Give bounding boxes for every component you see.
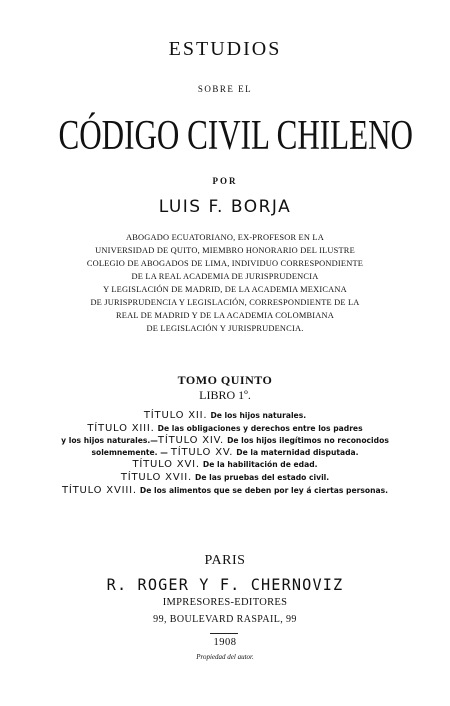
titulo-description: De la habilitación de edad. [202, 460, 318, 469]
titulo-description: De las pruebas del estado civil. [195, 473, 330, 482]
titulo-description: De las obligaciones y derechos entre los padres [157, 424, 363, 433]
author-name: LUIS F. BORJA [158, 197, 292, 217]
main-title: CÓDIGO CIVIL CHILENO [58, 113, 413, 159]
contents-line [0, 484, 450, 496]
contents-line [0, 458, 450, 470]
contents-line [0, 409, 450, 421]
titulo-heading: TÍTULO XIII. [87, 423, 155, 434]
contents-line [0, 434, 450, 446]
contents-line [0, 446, 450, 458]
titulo-heading: TÍTULO XII. [143, 410, 208, 421]
credential-line: UNIVERSIDAD DE QUITO, MIEMBRO HONORARIO DEL ILUSTRE [95, 246, 355, 255]
volume-libro: LIBRO 1º. [199, 388, 251, 402]
imprint-address: 99, BOULEVARD RASPAIL, 99 [153, 614, 297, 625]
title-line-sobre-el: SOBRE EL [197, 84, 253, 94]
divider-rule [210, 633, 238, 634]
imprint-year: 1908 [213, 637, 237, 648]
titulo-description-prefix: y los hijos naturales.— [61, 436, 158, 445]
titulo-description: De los hijos ilegítimos no reconocidos [227, 436, 389, 445]
title-line-estudios: ESTUDIOS [168, 38, 282, 60]
volume-tomo: TOMO QUINTO [177, 373, 273, 387]
byline-por: POR [212, 176, 238, 186]
credential-line: REAL DE MADRID Y DE LA ACADEMIA COLOMBIANA [116, 311, 334, 320]
titulo-description: De los alimentos que se deben por ley á ciertas personas. [139, 486, 389, 495]
titulo-heading: TÍTULO XVIII. [61, 485, 137, 496]
contents-line [0, 471, 450, 483]
titulo-description: De los hijos naturales. [210, 411, 307, 420]
credential-line: COLEGIO DE ABOGADOS DE LIMA, INDIVIDUO CORRESPONDIENTE [86, 259, 364, 268]
titulo-description-prefix: solemnemente. — [91, 448, 168, 457]
titulo-description: De la maternidad disputada. [236, 448, 359, 457]
titulo-heading: TÍTULO XV. [170, 447, 234, 458]
imprint-city: PARIS [204, 553, 246, 568]
credential-line: DE LEGISLACIÓN Y JURISPRUDENCIA. [146, 324, 304, 333]
contents-line [0, 422, 450, 434]
imprint-role: IMPRESORES-EDITORES [162, 597, 288, 608]
titulo-heading: TÍTULO XIV. [157, 435, 224, 446]
rights-notice: Propiedad del autor. [196, 653, 254, 661]
credential-line: Y LEGISLACIÓN DE MADRID, DE LA ACADEMIA MEXICANA [103, 285, 347, 294]
credential-line: ABOGADO ECUATORIANO, EX-PROFESOR EN LA [126, 233, 324, 242]
credential-line: DE JURISPRUDENCIA Y LEGISLACIÓN, CORRESPONDIENTE DE LA [90, 298, 360, 307]
credential-line: DE LA REAL ACADEMIA DE JURISPRUDENCIA [131, 272, 319, 281]
titulo-heading: TÍTULO XVII. [120, 472, 192, 483]
titulo-heading: TÍTULO XVI. [132, 459, 200, 470]
imprint-publisher: R. ROGER Y F. CHERNOVIZ [106, 575, 344, 594]
